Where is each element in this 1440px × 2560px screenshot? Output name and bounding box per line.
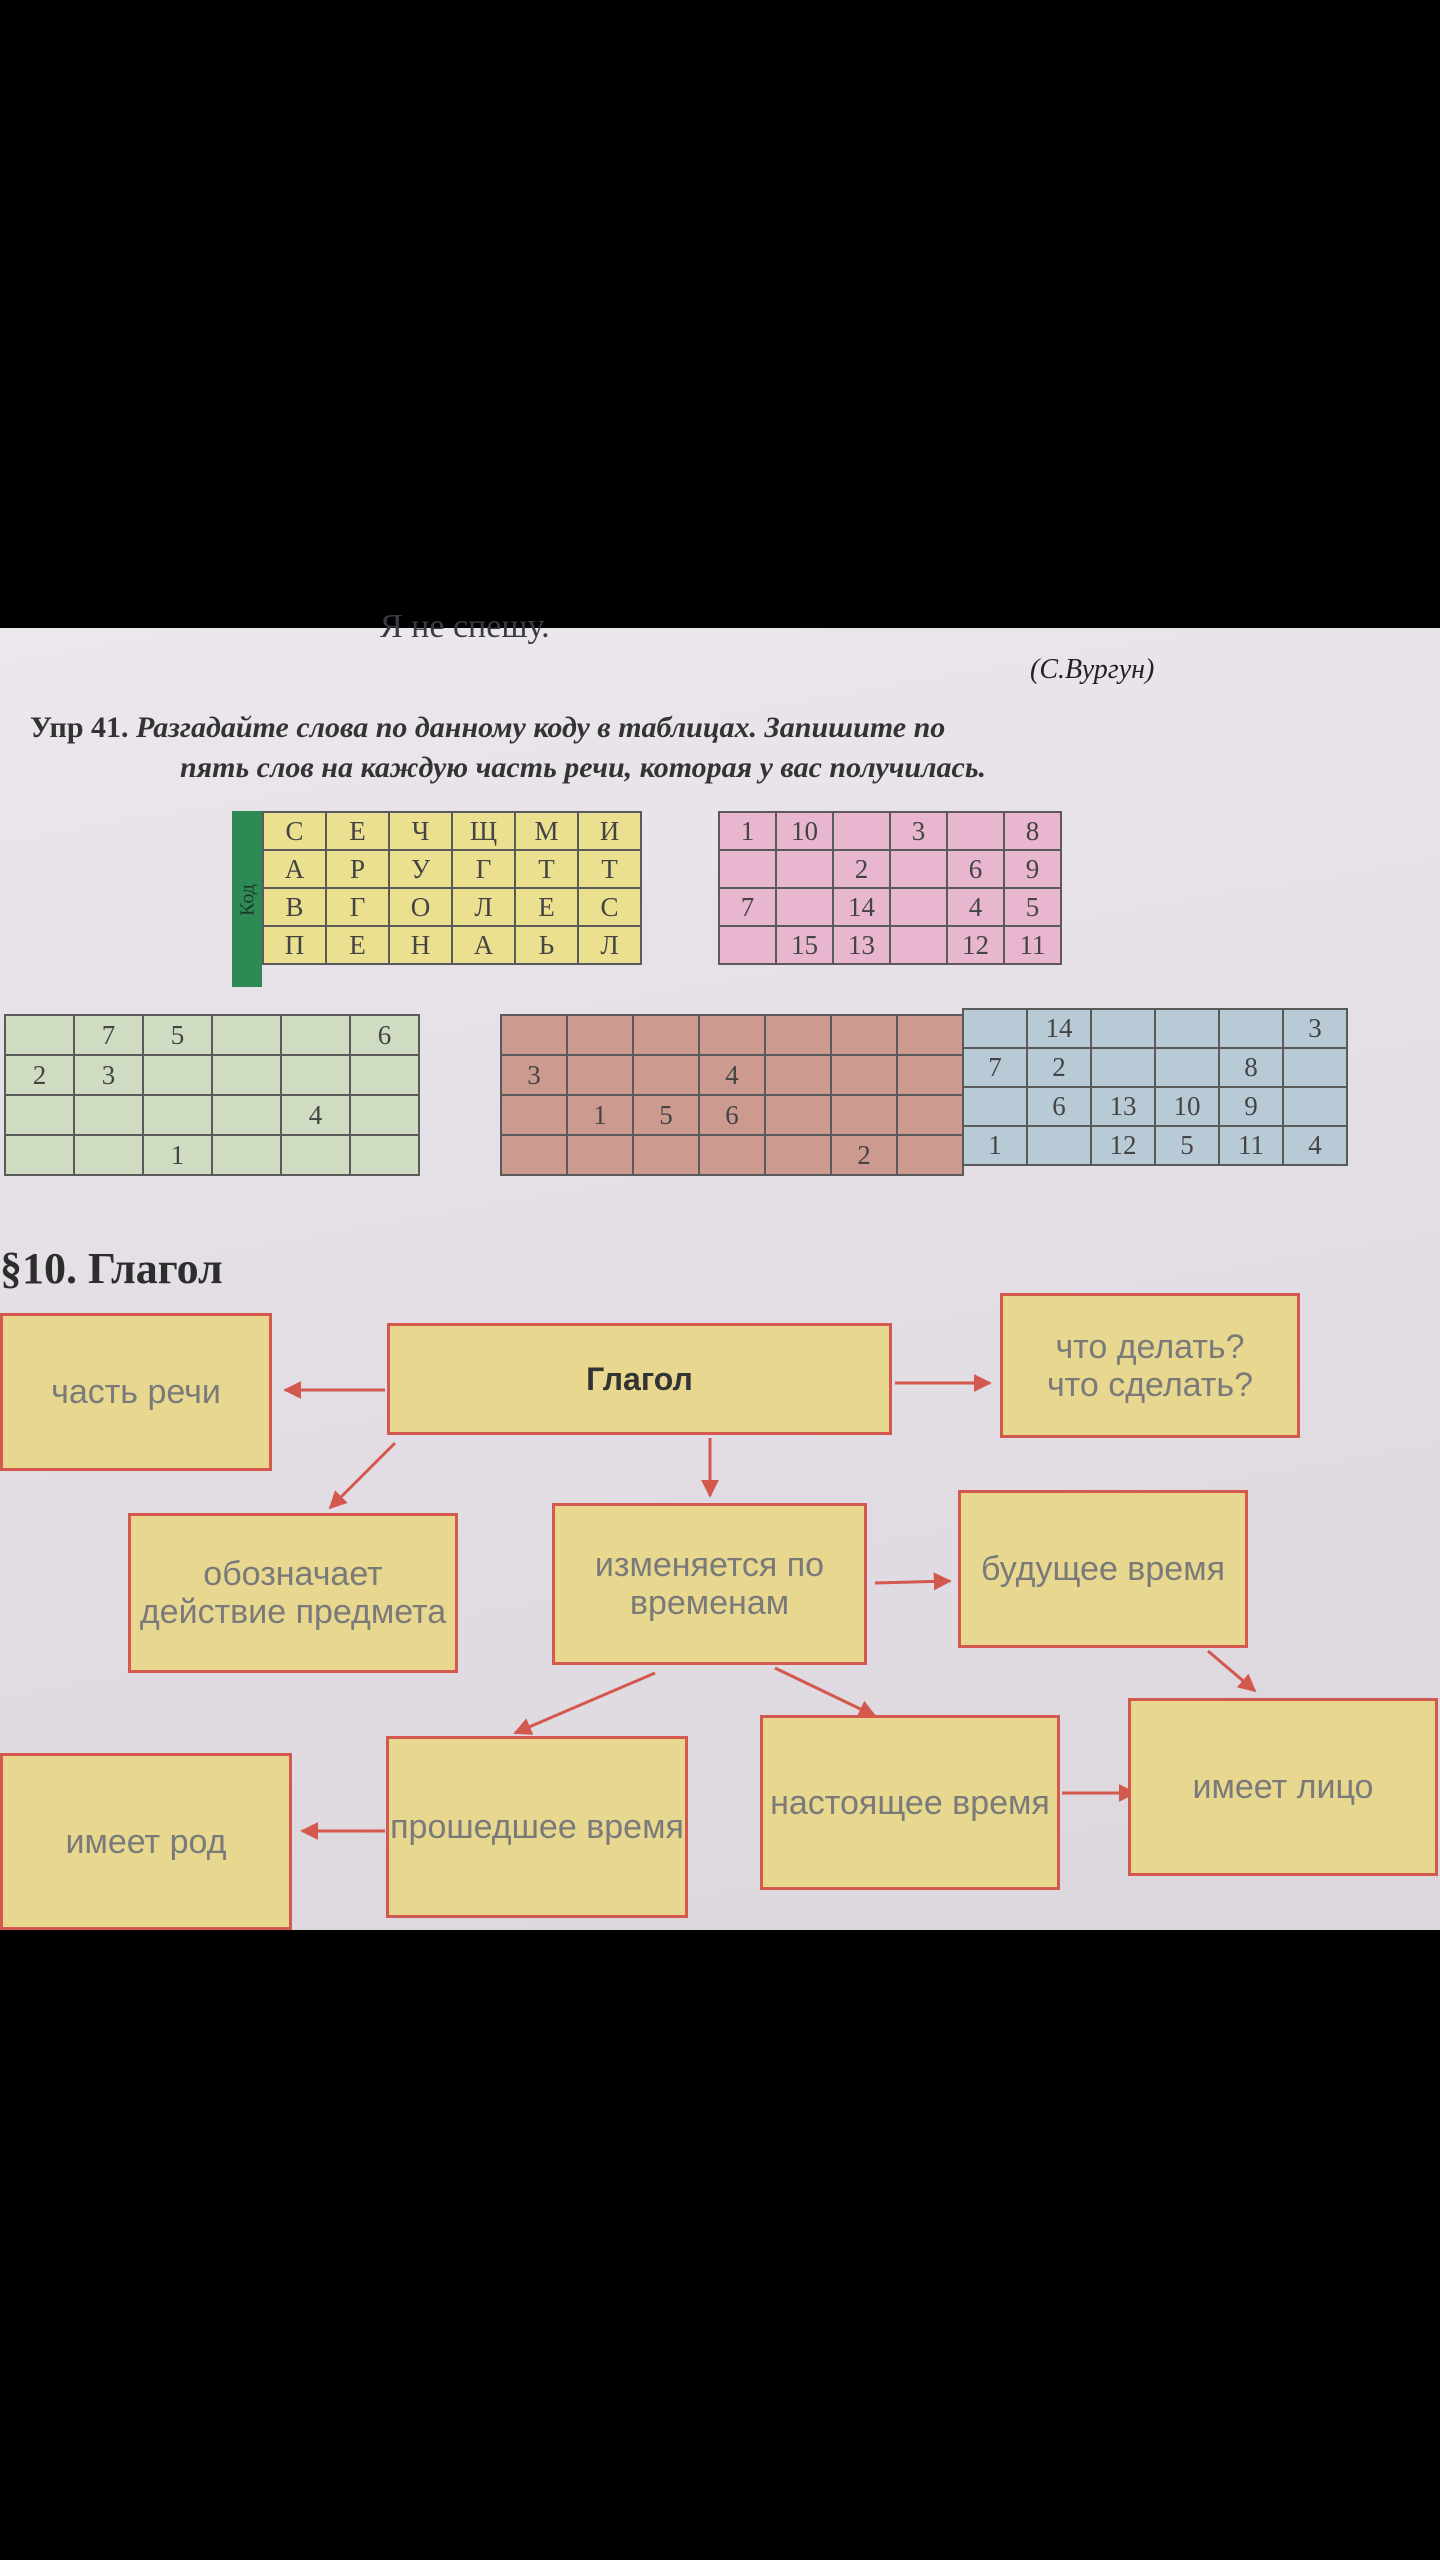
- arrow-to-past: [515, 1673, 655, 1733]
- pink-table-cell: 1: [719, 812, 776, 850]
- diagram-box-denotes-action: обозначает действие предмета: [128, 1513, 458, 1673]
- key-table-cell: У: [389, 850, 452, 888]
- pink-table-cell: 13: [833, 926, 890, 964]
- brown-table-cell: 1: [567, 1095, 633, 1135]
- previous-text-line: Я не спешу.: [380, 608, 550, 645]
- pink-table-cell: 15: [776, 926, 833, 964]
- key-table-cell: Щ: [452, 812, 515, 850]
- key-table-cell: О: [389, 888, 452, 926]
- pink-table-cell: 7: [719, 888, 776, 926]
- key-table-cell: Г: [452, 850, 515, 888]
- pink-table-cell: 3: [890, 812, 947, 850]
- pink-table-cell: 14: [833, 888, 890, 926]
- key-table-cell: В: [263, 888, 326, 926]
- brown-table-cell: 4: [699, 1055, 765, 1095]
- brown-table-cell: 3: [501, 1055, 567, 1095]
- arrow-to-future: [875, 1581, 950, 1583]
- arrow-future-to-person: [1208, 1651, 1255, 1691]
- blue-table-cell: 4: [1283, 1126, 1347, 1165]
- green-table-cell: 1: [143, 1135, 212, 1175]
- brown-table-cell: 2: [831, 1135, 897, 1175]
- arrow-to-present: [775, 1668, 875, 1716]
- pink-table-cell: 9: [1004, 850, 1061, 888]
- key-table-cell: Ч: [389, 812, 452, 850]
- pink-table-cell: 4: [947, 888, 1004, 926]
- pink-table-cell: 10: [776, 812, 833, 850]
- green-table-cell: 5: [143, 1015, 212, 1055]
- pink-table-cell: 8: [1004, 812, 1061, 850]
- pink-table-cell: 6: [947, 850, 1004, 888]
- green-table-cell: 4: [281, 1095, 350, 1135]
- brown-table-cell: 6: [699, 1095, 765, 1135]
- diagram-box-past-tense: прошедшее время: [386, 1736, 688, 1918]
- key-table-cell: Р: [326, 850, 389, 888]
- key-table-cell: Е: [326, 812, 389, 850]
- key-table-cell: С: [263, 812, 326, 850]
- diagram-box-changes-tense: изменяется по временам: [552, 1503, 867, 1665]
- pink-table-cell: 12: [947, 926, 1004, 964]
- diagram-box-future-tense: будущее время: [958, 1490, 1248, 1648]
- green-table-cell: 3: [74, 1055, 143, 1095]
- blue-table-cell: 9: [1219, 1087, 1283, 1126]
- key-table-label: Код: [236, 884, 259, 916]
- key-table-cell: Г: [326, 888, 389, 926]
- section-title: §10. Глагол: [0, 1244, 223, 1293]
- diagram-box-has-person: имеет лицо: [1128, 1698, 1438, 1876]
- blue-table-cell: 5: [1155, 1126, 1219, 1165]
- diagram-box-questions: [1000, 1293, 1300, 1438]
- blue-table-cell: 8: [1219, 1048, 1283, 1087]
- pink-table-cell: 2: [833, 850, 890, 888]
- exercise-text-line1: Разгадайте слова по данному коду в таблицах. Запишите по: [136, 711, 946, 744]
- blue-table-cell: 10: [1155, 1087, 1219, 1126]
- author-attribution: (С.Вургун): [1030, 654, 1155, 685]
- green-table-cell: 2: [5, 1055, 74, 1095]
- diagram-box-present-tense: настоящее время: [760, 1715, 1060, 1890]
- key-table-cell: Н: [389, 926, 452, 964]
- brown-table-cell: 5: [633, 1095, 699, 1135]
- textbook-page: [0, 608, 1440, 1930]
- key-table-cell: А: [452, 926, 515, 964]
- blue-table-cell: 11: [1219, 1126, 1283, 1165]
- blue-table-cell: 3: [1283, 1009, 1347, 1048]
- key-table-cell: И: [578, 812, 641, 850]
- question-what-to-do: что делать?: [1055, 1327, 1245, 1366]
- pink-table-cell: 11: [1004, 926, 1061, 964]
- key-table-cell: П: [263, 926, 326, 964]
- pink-table-cell: 5: [1004, 888, 1061, 926]
- question-what-to-have-done: что сделать?: [1046, 1365, 1254, 1404]
- diagram-box-verb: Глагол: [387, 1323, 892, 1435]
- key-table-cell: Т: [578, 850, 641, 888]
- key-table-cell: М: [515, 812, 578, 850]
- green-table-cell: 7: [74, 1015, 143, 1055]
- key-table-cell: Л: [452, 888, 515, 926]
- key-table-cell: Е: [515, 888, 578, 926]
- blue-table-cell: 14: [1027, 1009, 1091, 1048]
- key-table-cell: Л: [578, 926, 641, 964]
- blue-table-cell: 6: [1027, 1087, 1091, 1126]
- arrow-to-denotes: [330, 1443, 395, 1508]
- diagram-box-part-of-speech: часть речи: [0, 1313, 272, 1471]
- blue-table-cell: 13: [1091, 1087, 1155, 1126]
- blue-table-cell: 2: [1027, 1048, 1091, 1087]
- exercise-text-line2: пять слов на каждую часть речи, которая у вас получилась.: [180, 751, 987, 784]
- key-table-cell: Т: [515, 850, 578, 888]
- blue-table-cell: 1: [963, 1126, 1027, 1165]
- blue-table-cell: 7: [963, 1048, 1027, 1087]
- exercise-number: Упр 41.: [30, 711, 129, 744]
- key-table-cell: Ь: [515, 926, 578, 964]
- key-table-cell: А: [263, 850, 326, 888]
- blue-table-cell: 12: [1091, 1126, 1155, 1165]
- green-table-cell: 6: [350, 1015, 419, 1055]
- key-table-cell: Е: [326, 926, 389, 964]
- diagram-box-has-gender: имеет род: [0, 1753, 292, 1930]
- key-table-cell: С: [578, 888, 641, 926]
